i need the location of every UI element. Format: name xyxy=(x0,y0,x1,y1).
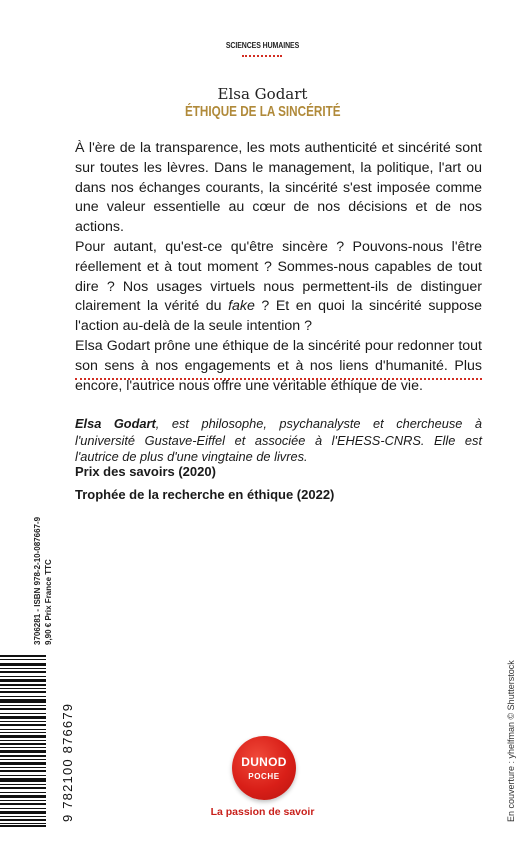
section-dotted-rule xyxy=(75,378,482,380)
author-bio xyxy=(75,416,482,466)
blurb-p2-end: ? Et en quoi la sincérité suppose l'action au-delà de la seule intention ? xyxy=(75,298,482,335)
publisher-tagline: La passion de savoir xyxy=(210,806,315,818)
barcode xyxy=(0,655,46,827)
book-title-text: ÉTHIQUE DE LA SINCÉRITÉ xyxy=(184,103,341,120)
blurb-paragraph-1: À l'ère de la transparence, les mots authenticité et sincérité sont sur toutes les lèvres. Dans le management, la politique, l'art ou dans nos échanges courants, la sincérité s'est imposée comme une valeur essentielle au cœur de nos décisions et de nos actions. xyxy=(75,140,482,236)
cover-credit: En couverture : yhelfman © Shutterstock xyxy=(506,660,516,822)
collection-dotted-rule xyxy=(242,55,282,57)
bio-text: , est philosophe, psychanalyste et chercheuse à l'université Gustave-Eiffel et associée à l'EHESS-CNRS. Elle est l'autrice de plus d'une vingtaine de livres. xyxy=(75,416,483,464)
book-title xyxy=(0,103,525,120)
logo-collection-name: POCHE xyxy=(248,772,280,781)
bio-name: Elsa Godart xyxy=(75,416,156,431)
isbn-block xyxy=(32,485,60,645)
blurb-paragraph-3: Elsa Godart prône une éthique de la sincérité pour redonner tout son sens à nos engagements et à nos liens d'humanité. Plus encore, l'autrice nous offre une véritable éthique de vie. xyxy=(75,337,482,394)
barcode-digits: 9 782100 876679 xyxy=(60,702,75,822)
logo-publisher-name: DUNOD xyxy=(241,755,287,769)
blurb-paragraph-2 xyxy=(75,238,482,337)
blurb xyxy=(75,139,482,396)
prize-item: Prix des savoirs (2020) xyxy=(75,464,216,479)
price-line: 9,90 € Prix France TTC xyxy=(44,559,53,645)
book-author: Elsa Godart xyxy=(217,85,308,103)
dunod-poche-logo xyxy=(232,736,296,800)
blurb-p2-fake: fake xyxy=(228,298,255,315)
blurb-p2-start: Pour autant, qu'est-ce qu'être sincère ? Pouvons-nous l'être réellement et à tout moment ? Sommes-nous capables de tout dire ? Nos usages virtuels nous permettent-ils de distinguer clairement la vérité du xyxy=(75,238,482,315)
collection-label: SCIENCES HUMAINES xyxy=(225,40,300,50)
isbn-line: 3706281 - ISBN 978-2-10-087667-9 xyxy=(33,516,42,645)
prize-item: Trophée de la recherche en éthique (2022) xyxy=(75,487,335,502)
